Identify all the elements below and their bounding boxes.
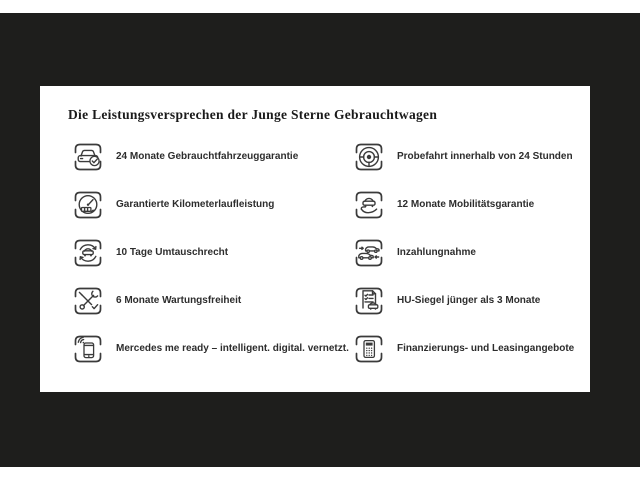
benefit-item [71, 188, 349, 236]
benefits-column-left [71, 140, 349, 380]
benefit-item [352, 140, 574, 188]
benefit-item [71, 140, 349, 188]
benefit-label: Probefahrt innerhalb von 24 Stunden [397, 151, 573, 162]
benefit-label: Inzahlungnahme [397, 247, 476, 258]
smartphone-signal-icon [71, 332, 105, 366]
benefit-label: 12 Monate Mobilitätsgarantie [397, 199, 535, 210]
benefit-label: 24 Monate Gebrauchtfahrzeuggarantie [116, 151, 299, 162]
benefits-card [40, 86, 590, 392]
tools-check-icon [71, 284, 105, 318]
benefit-label: Mercedes me ready – intelligent. digital. vernetzt. [116, 343, 349, 354]
benefit-item [71, 236, 349, 284]
calculator-icon [352, 332, 386, 366]
benefit-item [352, 236, 574, 284]
steering-wheel-icon [352, 140, 386, 174]
benefit-label: 10 Tage Umtauschrecht [116, 247, 229, 258]
benefit-item [71, 332, 349, 380]
benefits-column-right [352, 140, 574, 380]
page-title: Die Leistungsversprechen der Junge Sterne Gebrauchtwagen [68, 107, 438, 122]
benefit-item [352, 284, 574, 332]
benefit-item [352, 188, 574, 236]
inspection-document-icon [352, 284, 386, 318]
benefit-label: Finanzierungs- und Leasingangebote [397, 343, 575, 354]
car-check-icon [71, 140, 105, 174]
benefit-item [71, 284, 349, 332]
trade-in-cars-icon [352, 236, 386, 270]
car-hand-icon [352, 188, 386, 222]
benefit-label: Garantierte Kilometerlaufleistung [116, 199, 275, 210]
speedometer-icon [71, 188, 105, 222]
benefit-label: 6 Monate Wartungsfreiheit [116, 295, 242, 306]
benefit-item [352, 332, 574, 380]
benefit-label: HU-Siegel jünger als 3 Monate [397, 295, 541, 306]
car-exchange-icon [71, 236, 105, 270]
